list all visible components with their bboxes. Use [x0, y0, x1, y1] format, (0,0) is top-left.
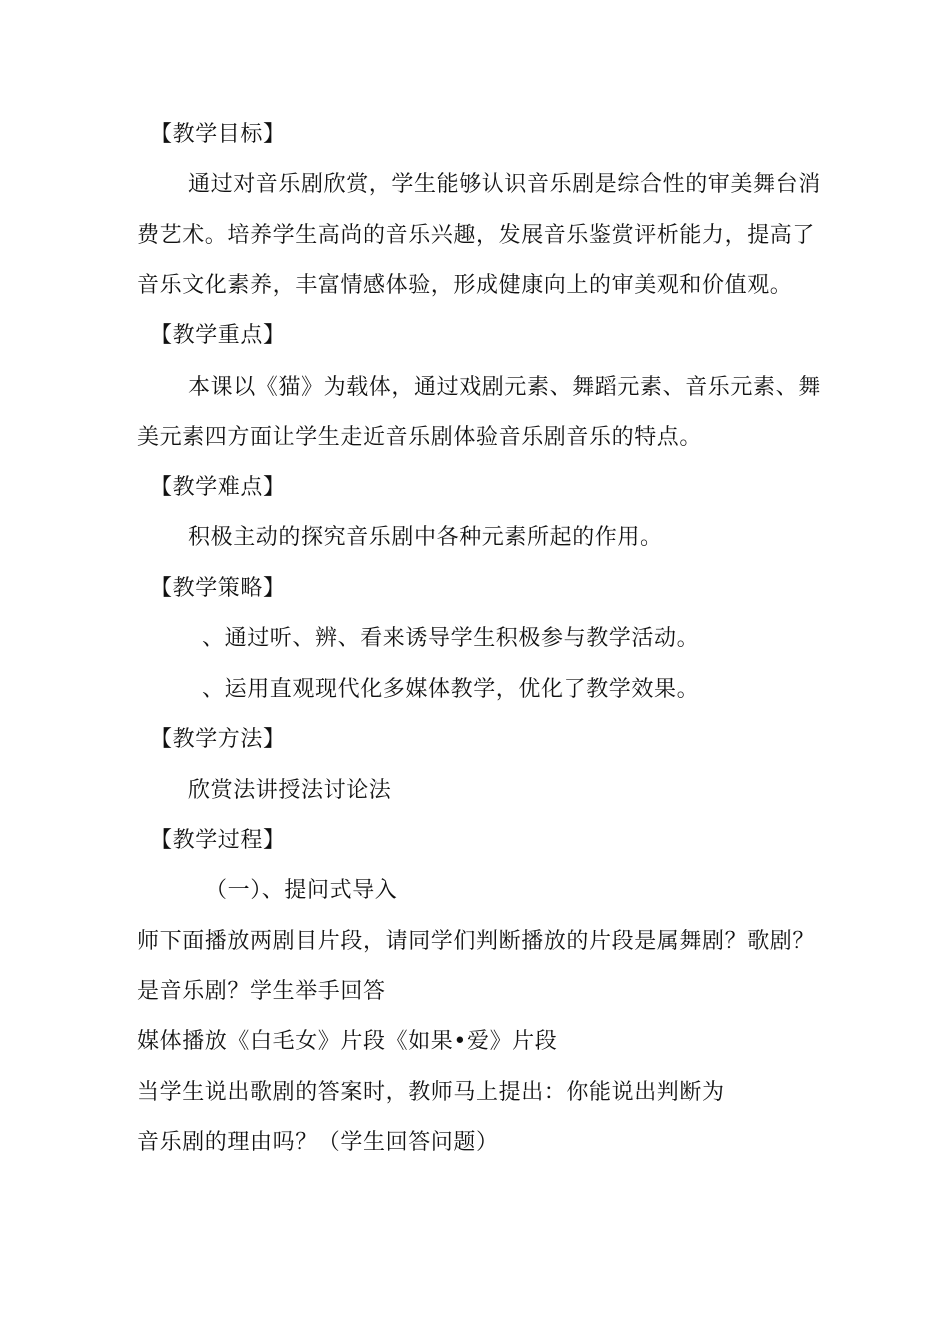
section-heading-objectives: 【教学目标】 [150, 122, 286, 147]
sub-heading: （一）、提问式导入 [205, 878, 398, 903]
paragraph-line: 师下面播放两剧目片段，请同学们判断播放的片段是属舞剧？歌剧？ [137, 929, 816, 954]
paragraph-line: 美元素四方面让学生走近音乐剧体验音乐剧音乐的特点。 [137, 425, 703, 450]
list-item: 、通过听、辨、看来诱导学生积极参与教学活动。 [202, 626, 700, 651]
section-heading-key-points: 【教学重点】 [150, 323, 286, 348]
paragraph-line: 音乐文化素养，丰富情感体验，形成健康向上的审美观和价值观。 [137, 273, 793, 298]
paragraph-line: 欣赏法讲授法讨论法 [188, 778, 392, 803]
paragraph-line: 费艺术。培养学生高尚的音乐兴趣，发展音乐鉴赏评析能力，提高了 [137, 223, 816, 248]
list-item: 、运用直观现代化多媒体教学，优化了教学效果。 [202, 677, 700, 702]
paragraph-line: 通过对音乐剧欣赏，学生能够认识音乐剧是综合性的审美舞台消 [188, 172, 821, 197]
paragraph-line: 当学生说出歌剧的答案时，教师马上提出：你能说出判断为 [137, 1080, 725, 1105]
paragraph-line: 是音乐剧？学生举手回答 [137, 979, 386, 1004]
paragraph-line: 媒体播放《白毛女》片段《如果•爱》片段 [137, 1029, 558, 1054]
paragraph-line: 音乐剧的理由吗？（学生回答问题） [137, 1130, 499, 1155]
paragraph-line: 本课以《猫》为载体，通过戏剧元素、舞蹈元素、音乐元素、舞 [188, 375, 821, 400]
section-heading-difficulties: 【教学难点】 [150, 475, 286, 500]
section-heading-strategy: 【教学策略】 [150, 576, 286, 601]
paragraph-line: 积极主动的探究音乐剧中各种元素所起的作用。 [188, 525, 663, 550]
section-heading-process: 【教学过程】 [150, 828, 286, 853]
section-heading-methods: 【教学方法】 [150, 727, 286, 752]
